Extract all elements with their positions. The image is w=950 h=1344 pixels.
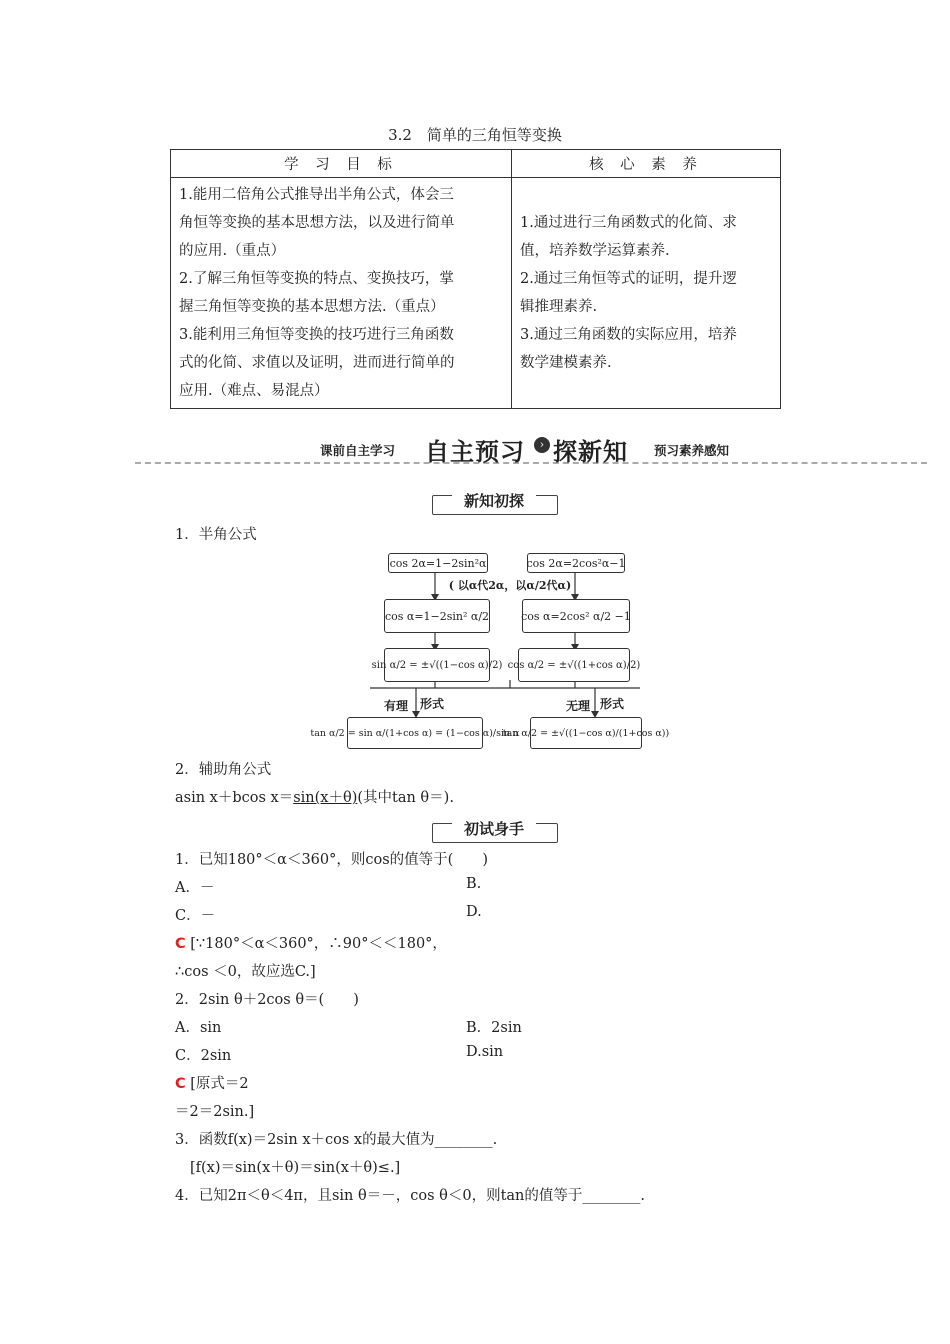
band-divider <box>135 462 927 464</box>
goals-table <box>170 149 781 409</box>
formula-cos-a-cos-half: cos α=2cos² α/2 −1 <box>522 599 630 633</box>
q1-option-d: D. <box>466 904 482 920</box>
q3-explain: [f(x)＝sin(x＋θ)＝sin(x＋θ)≤.] <box>190 1160 401 1176</box>
aux-formula-blank: sin(x＋θ) <box>293 790 358 806</box>
q1-option-b: B. <box>466 876 482 892</box>
q3-stem: 3．函数f(x)＝2sin x＋cos x的最大值为________. <box>175 1132 498 1148</box>
formula-cos2a-cos: cos 2α=2cos²α−1 <box>527 553 625 573</box>
formula-cos-half: cos α/2 = ±√((1+cos α)/2) <box>518 648 630 682</box>
chevron-right-icon: › <box>534 437 550 453</box>
q2-explain-line2: ＝2＝2sin.] <box>175 1104 255 1120</box>
label-form-right: 形式 <box>600 697 625 711</box>
q1-explain-line2: ∴cos ＜0，故应选C.] <box>175 964 316 980</box>
goals-header-right: 核 心 素 养 <box>512 150 781 178</box>
label-irrational: 无理 <box>566 699 591 713</box>
band-title-left: 自主预习 <box>425 438 525 466</box>
goals-left-cell <box>171 178 512 409</box>
goals-right-cell <box>512 178 781 409</box>
formula-tan-half-rational: tan α/2 = sin α/(1+cos α) = (1−cos α)/sin α <box>347 717 483 749</box>
goals-right-line: 数学建模素养. <box>520 355 612 371</box>
q2-option-b: B．2sin <box>466 1020 522 1036</box>
band-title-right: 探新知 <box>553 438 628 466</box>
goals-right-line: 辑推理素养. <box>520 299 598 315</box>
q1-answer-letter: C <box>175 936 186 952</box>
label-form-left: 形式 <box>420 697 445 711</box>
label-rational: 有理 <box>384 699 409 713</box>
q1-answer <box>175 932 447 953</box>
substitution-note: ( 以α代2α，以α/2代α) <box>448 579 572 592</box>
q1-explain-line1: [∵180°＜α＜360°，∴90°＜＜180°， <box>190 936 447 952</box>
q2-option-c: C．2sin <box>175 1048 232 1064</box>
section-header-first-try: 初试身手 <box>452 818 536 839</box>
goals-right-line: 2.通过三角恒等式的证明，提升逻 <box>520 271 737 287</box>
q2-answer <box>175 1072 249 1093</box>
q1-option-c: C．－ <box>175 908 216 924</box>
goals-left-line: 应用.（难点、易混点） <box>179 383 329 399</box>
band-left-label: 课前自主学习 <box>320 443 396 458</box>
goals-left-line: 1.能用二倍角公式推导出半角公式，体会三 <box>179 187 454 203</box>
goals-left-line: 2.了解三角恒等变换的特点、变换技巧，掌 <box>179 271 454 287</box>
goals-right-line: 值，培养数学运算素养. <box>520 243 670 259</box>
goals-header-left: 学 习 目 标 <box>171 150 512 178</box>
page-title: 3.2 简单的三角恒等变换 <box>388 126 562 144</box>
auxiliary-formula <box>175 786 454 807</box>
goals-left-line: 3.能利用三角恒等变换的技巧进行三角函数 <box>179 327 454 343</box>
goals-left-line: 式的化简、求值以及证明，进而进行简单的 <box>179 355 455 371</box>
formula-tan-half-irrational: tan α/2 = ±√((1−cos α)/(1+cos α)) <box>530 717 642 749</box>
goals-right-line: 1.通过进行三角函数式的化简、求 <box>520 215 737 231</box>
aux-formula-prefix: asin x＋bcos x＝ <box>175 790 294 806</box>
formula-cos-a-sin-half: cos α=1−2sin² α/2 <box>384 599 490 633</box>
goals-left-line: 握三角恒等变换的基本思想方法.（重点） <box>179 299 445 315</box>
goals-left-line: 的应用.（重点） <box>179 243 286 259</box>
item-auxiliary-angle: 2．辅助角公式 <box>175 762 272 778</box>
q1-stem: 1．已知180°＜α＜360°，则cos的值等于( ) <box>175 852 488 868</box>
aux-formula-suffix: (其中tan θ＝). <box>357 790 454 806</box>
formula-sin-half: sin α/2 = ±√((1−cos α)/2) <box>384 648 490 682</box>
band-right-label: 预习素养感知 <box>654 443 730 458</box>
q2-option-d: D.sin <box>466 1044 504 1060</box>
q4-stem: 4．已知2π＜θ＜4π，且sin θ＝－，cos θ＜0，则tan的值等于________. <box>175 1188 645 1204</box>
q2-answer-letter: C <box>175 1076 186 1092</box>
formula-cos2a-sin: cos 2α=1−2sin²α <box>388 553 488 573</box>
q2-option-a: A．sin <box>175 1020 222 1036</box>
goals-left-line: 角恒等变换的基本思想方法，以及进行简单 <box>179 215 455 231</box>
q2-stem: 2．2sin θ＋2cos θ＝( ) <box>175 992 359 1008</box>
q1-option-a: A．－ <box>175 880 215 896</box>
item-half-angle: 1．半角公式 <box>175 527 257 543</box>
section-header-new-knowledge: 新知初探 <box>452 490 536 511</box>
goals-right-line: 3.通过三角函数的实际应用，培养 <box>520 327 737 343</box>
q2-explain-line1: [原式＝2 <box>190 1076 249 1092</box>
